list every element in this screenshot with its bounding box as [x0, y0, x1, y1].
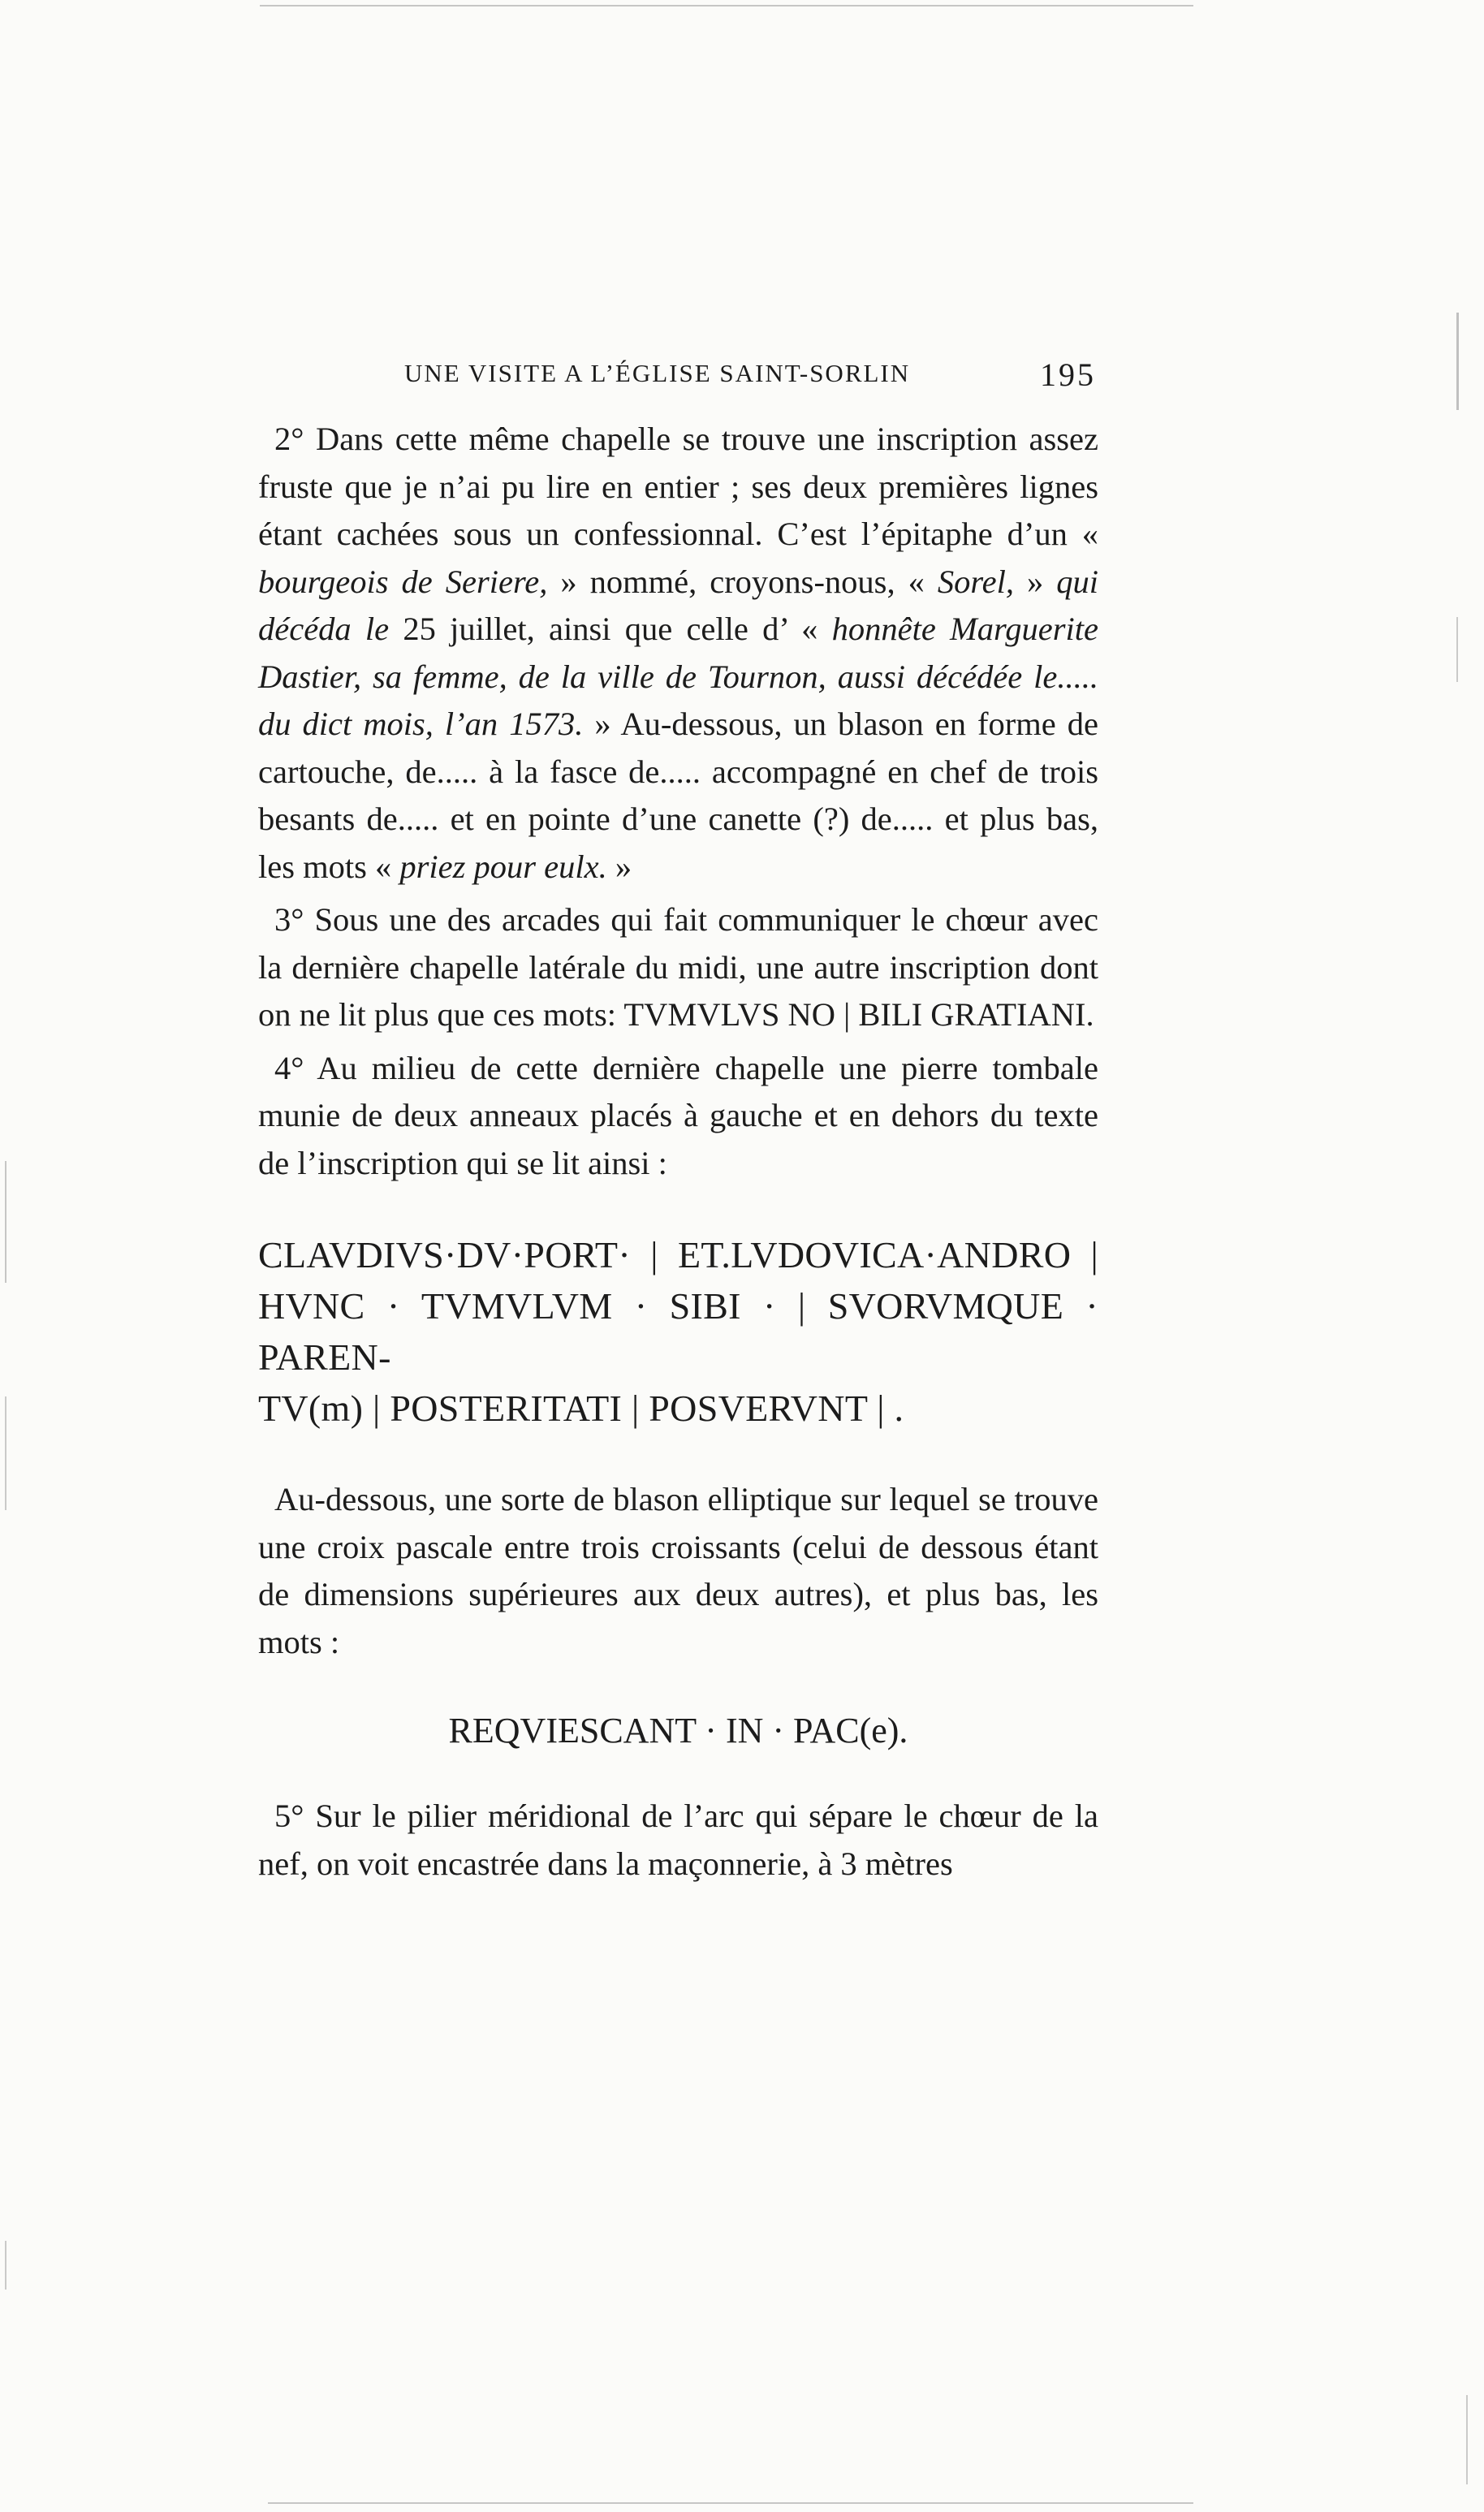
body-text — [258, 416, 1098, 1888]
p2-italic-5: priez pour eulx. — [399, 848, 607, 885]
paragraph-2 — [258, 416, 1098, 891]
paragraph-4: 4° Au milieu de cette dernière chapelle une pierre tombale munie de deux anneaux placés à gauche et en dehors du texte de l’inscription qui se lit ainsi : — [258, 1049, 1098, 1181]
scan-edge-line-right-3 — [1466, 2395, 1468, 2484]
p2-italic-2: Sorel, — [937, 563, 1014, 600]
scan-edge-line-left-2 — [5, 1396, 6, 1510]
requiescant-inscription: REQVIESCANT · IN · PAC(e). — [448, 1711, 908, 1750]
p2-italic-4: honnête Marguerite Dastier, sa femme, de la ville de Tournon, aussi décédée le..... du dict mois, l’an 1573. — [258, 611, 1099, 742]
p2-text-4: 25 juillet, ainsi que celle d’ « — [389, 611, 832, 647]
paragraph-blason: Au-dessous, une sorte de blason elliptique sur lequel se trouve une croix pascale entre trois croissants (celui de dessous étant de dimensions supérieures aux deux autres), et plus bas, les mots : — [258, 1481, 1098, 1660]
spacer — [258, 1755, 1098, 1793]
p2-text-5: » Au-dessous, un blason en forme de cartouche, de..... à la fasce de..... accompagné en chef de trois besants de..... et en pointe d’une canette (?) de..... et plus bas, les mots « — [258, 706, 1099, 885]
inscription-line-1: CLAVDIVS·DV·PORT· | ET.LVDOVICA·ANDRO | — [258, 1234, 1098, 1275]
p2-text-3: » — [1013, 563, 1057, 600]
p2-text-1: 2° Dans cette même chapelle se trouve une inscription assez fruste que je n’ai pu lire en entier ; ses deux premières lignes étant cachées sous un confessionnal. C’est l’épitaphe d’un « — [258, 421, 1098, 552]
p2-italic-3: qui décéda le — [258, 563, 1099, 647]
scan-edge-line-bottom — [268, 2502, 1193, 2504]
p2-text-6: » — [606, 848, 632, 885]
spacer — [258, 1434, 1098, 1476]
paragraph-5: 5° Sur le pilier méridional de l’arc qui sépare le chœur de la nef, on voit encastrée dans la maçonnerie, à 3 mètres — [258, 1798, 1098, 1882]
inscription-line-3: TV(m) | POSTERITATI | POSVERVNT | . — [258, 1388, 904, 1429]
running-header — [258, 356, 1119, 396]
p2-text-2: » nommé, croyons-nous, « — [547, 563, 938, 600]
running-title: UNE VISITE A L’ÉGLISE SAINT-SORLIN — [404, 359, 911, 387]
paragraph-3: 3° Sous une des arcades qui fait communiquer le chœur avec la dernière chapelle latérale du midi, une autre inscription dont on ne lit plus que ces mots: TVMVLVS NO | BILI GRATIANI. — [258, 901, 1098, 1033]
page-number: 195 — [1040, 356, 1096, 393]
p2-italic-1: bourgeois de Seriere, — [258, 563, 548, 600]
spacer — [258, 1666, 1098, 1707]
scan-edge-line-right-2 — [1456, 617, 1458, 682]
scan-edge-line-top — [260, 5, 1193, 6]
scan-edge-line-right — [1456, 313, 1459, 410]
spacer — [258, 1187, 1098, 1229]
tomb-inscription — [258, 1229, 1098, 1434]
inscription-line-2: HVNC · TVMVLVM · SIBI · | SVORVMQUE · PAREN- — [258, 1285, 1098, 1378]
scan-edge-line-left-3 — [5, 2241, 6, 2290]
scan-edge-line-left — [5, 1161, 6, 1283]
